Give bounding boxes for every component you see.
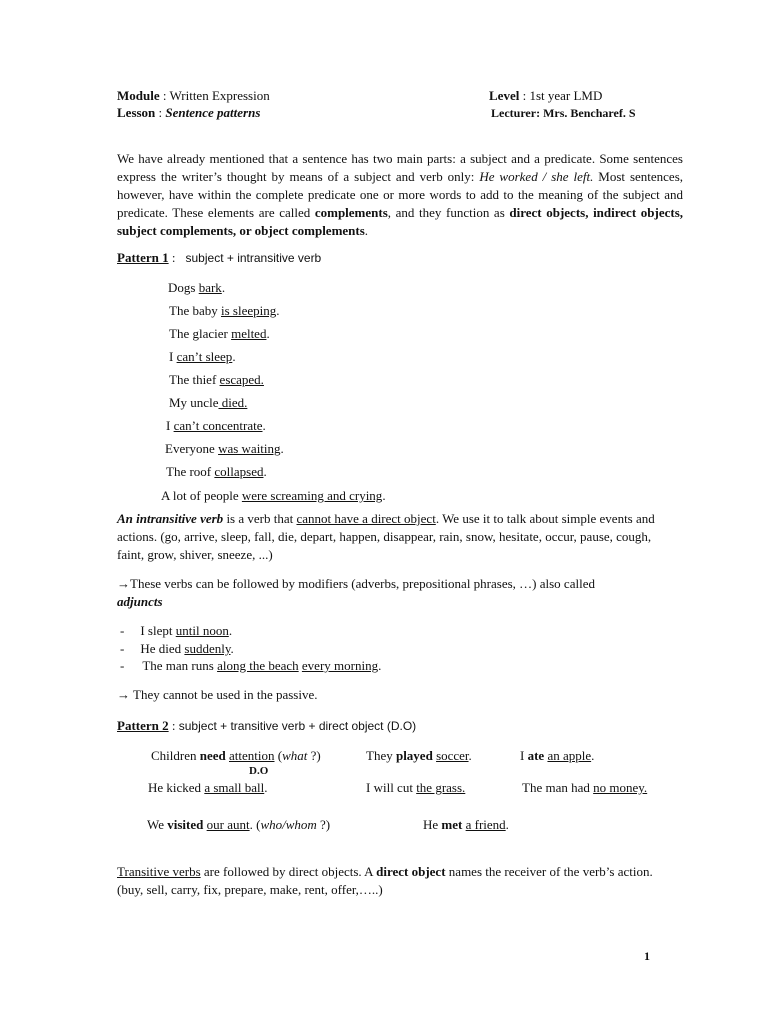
do-label: D.O xyxy=(249,765,269,777)
module-value: Written Expression xyxy=(169,88,270,103)
example-item: I can’t sleep. xyxy=(169,349,236,364)
example-item: They played soccer. xyxy=(366,748,472,763)
arrow-icon: → xyxy=(117,687,130,702)
complements-term: complements xyxy=(314,205,388,220)
intransitive-definition: An intransitive verb is a verb that cannot have a direct object. We use it to talk about simple events and actions. (go, arrive, sleep, fall, die, depart, happen, disappear, rain, snow, hesitate, occur, pause, cough, faint, grow, shiver, sneeze, ...) xyxy=(117,511,655,562)
example-item: I can’t concentrate. xyxy=(166,418,266,433)
pattern2-formula: subject + transitive verb + direct object (D.O) xyxy=(178,719,417,733)
list-item: - He died suddenly. xyxy=(120,641,234,656)
lecturer: Lecturer: Mrs. Bencharef. S xyxy=(491,106,636,120)
level-line: Level : 1st year LMD xyxy=(489,88,603,103)
example-item: He met a friend. xyxy=(423,817,509,832)
example-item: Children need attention (what ?) xyxy=(151,748,321,763)
example-item: The roof collapsed. xyxy=(166,464,267,479)
module-line: Module : Written Expression xyxy=(117,88,270,103)
example-item: I will cut the grass. xyxy=(366,780,466,795)
list-item: - I slept until noon. xyxy=(120,623,233,638)
list-item: - The man runs along the beach every morning. xyxy=(120,658,382,673)
example-item: I ate an apple. xyxy=(520,748,595,763)
adjuncts-term: adjuncts xyxy=(117,594,163,609)
functions-list: direct objects, indirect objects, subject complements, or object complements xyxy=(117,205,684,238)
lesson-label: Lesson xyxy=(117,105,156,120)
example-item: The baby is sleeping. xyxy=(169,303,280,318)
lesson-line: Lesson : Sentence patterns xyxy=(117,105,261,120)
example-item: The glacier melted. xyxy=(169,326,270,341)
pattern1-formula: subject + intransitive verb xyxy=(185,251,322,265)
module-label: Module xyxy=(117,88,160,103)
transitive-term: Transitive verbs xyxy=(117,864,201,879)
example-item: We visited our aunt. (who/whom ?) xyxy=(147,817,331,832)
pattern2-heading: Pattern 2 : subject + transitive verb + direct object (D.O) xyxy=(117,718,417,733)
intransitive-term: An intransitive verb xyxy=(117,511,224,526)
arrow-icon: → xyxy=(117,576,130,591)
example-item: The man had no money. xyxy=(522,780,648,795)
lesson-value: Sentence patterns xyxy=(165,105,261,120)
transitive-definition: Transitive verbs are followed by direct objects. A direct object names the receiver of the verb’s action. (buy, sell, carry, fix, prepare, make, rent, offer,…..) xyxy=(117,864,653,897)
example-item: Everyone was waiting. xyxy=(165,441,284,456)
example-item: He kicked a small ball. xyxy=(148,780,268,795)
modifiers-note: →These verbs can be followed by modifiers (adverbs, prepositional phrases, …) also called adjuncts xyxy=(117,576,595,609)
example-item: My uncle died. xyxy=(169,395,248,410)
example-item: A lot of people were screaming and crying. xyxy=(161,488,386,503)
intro-paragraph: We have already mentioned that a sentence has two main parts: a subject and a predicate. Some sentences express the writer’s thought by means of a subject and verb only: He worked / she left. Most sentences, however, have within the complete predicate one or more words to add to the meaning of the subject and predicate. These elements are called complements, and they function as direct objects, indirect objects, subject complements, or object complements. xyxy=(117,151,684,238)
pattern2-label: Pattern 2 xyxy=(117,718,169,733)
level-label: Level xyxy=(489,88,520,103)
pattern1-heading: Pattern 1 : subject + intransitive verb xyxy=(117,250,322,265)
intro-example: He worked / she left. xyxy=(479,169,594,184)
level-value: 1st year LMD xyxy=(529,88,603,103)
example-item: The thief escaped. xyxy=(169,372,264,387)
example-item: Dogs bark. xyxy=(168,280,226,295)
pattern1-label: Pattern 1 xyxy=(117,250,169,265)
passive-note: → They cannot be used in the passive. xyxy=(117,687,318,702)
page-number: 1 xyxy=(644,949,650,963)
